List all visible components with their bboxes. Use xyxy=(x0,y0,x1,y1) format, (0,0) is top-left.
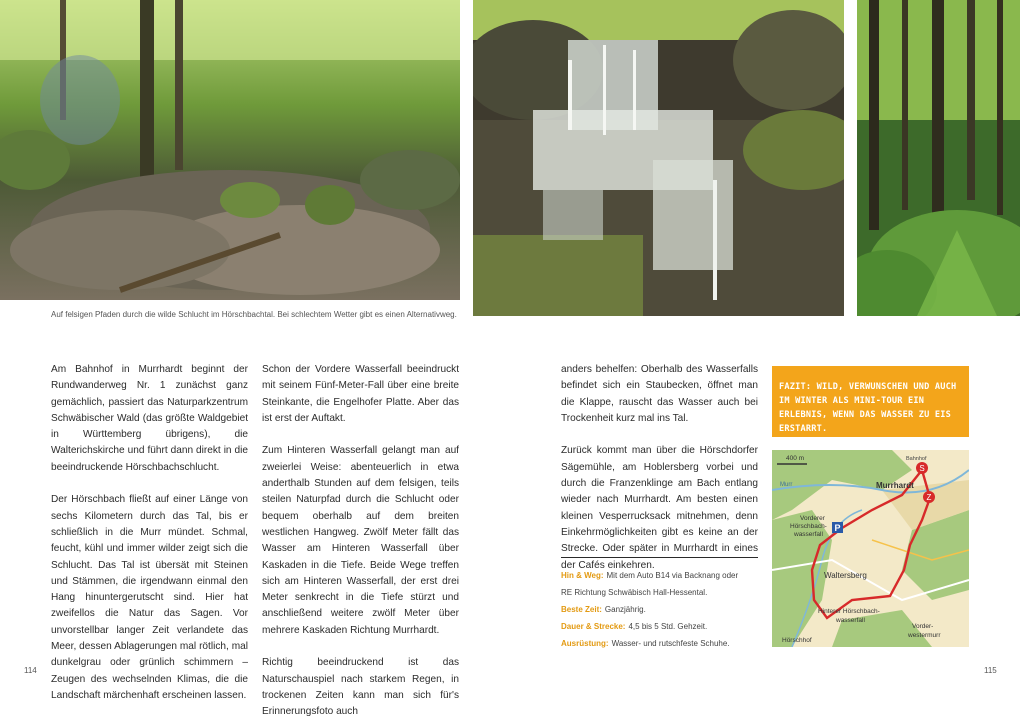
fact-label: Beste Zeit: xyxy=(561,605,602,614)
article-column-2 xyxy=(262,362,459,721)
paragraph: Am Bahnhof in Murrhardt beginnt der Rundwanderweg Nr. 1 zunächst ganz gemächlich, passiert das Naturparkzentrum Schwäbischer Wald (das größte Waldgebiet in Württemberg übrigens), die Walterichskirche und führt dann direkt in die beeindruckende Hörschbachschlucht. xyxy=(51,364,248,473)
label-waltersberg: Waltersberg xyxy=(824,571,867,580)
photo-caption: Auf felsigen Pfaden durch die wilde Schlucht im Hörschbachtal. Bei schlechtem Wetter gibt es einen Alternativweg. xyxy=(51,310,457,319)
fact-row xyxy=(561,618,771,635)
article-column-1 xyxy=(51,362,248,704)
fact-value: RE Richtung Schwäbisch Hall-Hessental. xyxy=(561,588,708,597)
facts-divider xyxy=(561,557,758,558)
fact-value: Mit dem Auto B14 via Backnang oder xyxy=(606,571,739,580)
label-vorderer-1: Vorderer xyxy=(800,515,825,522)
label-vorderwestermurr-1: Vorder- xyxy=(912,623,934,630)
fact-value: 4,5 bis 5 Std. Gehzeit. xyxy=(628,622,708,631)
label-vorderwestermurr-2: westermurr xyxy=(908,632,941,639)
paragraph: Der Hörschbach fließt auf einer Länge von sechs Kilometern durch das Tal, bis er schließlich in die Murr mündet. Schmal, feucht, kühl und immer wilder zeigt sich die Schlucht. Das Tal ist übersät mit Steinen und Stämmen, die irgendwann einmal den Hang hinuntergerutscht sind. Hier hat zweifellos die Natur das Sagen. Vor unvorstellbar langer Zeit verlandete das Meer, dessen Ablagerungen mal rötlich, mal dunkelgrau oder grünlich schimmern – Zeugen des wechselnden Klimas, die die Landschaft märchenhaft erscheinen lassen. xyxy=(51,494,248,701)
page-number-left: 114 xyxy=(24,666,37,675)
photo-gorge-path xyxy=(0,0,460,300)
label-vorderer-3: wasserfall xyxy=(794,531,823,538)
paragraph: Zum Hinteren Wasserfall gelangt man auf zweierlei Weise: abenteuerlich in etwa anderthalb Stunden auf dem felsigen, teils steilen Naturpfad durch die Schlucht oder bequem oberhalb auf dem breiten westlichen Hangweg. Zwölf Meter fällt das Wasser am Hinteren Wasserfall über Kaskaden in die Tiefe. Beide Wege treffen sich am Hinteren Wasserfall, der erst drei Meter senkrecht in die Tiefe stürzt und anschließend weitere zwölf Meter über mehrere Kaskaden Richtung Murrhardt. xyxy=(262,445,459,636)
fact-row xyxy=(561,635,771,652)
article-column-3 xyxy=(561,362,758,574)
info-box xyxy=(561,567,771,652)
fact-value: Wasser- und rutschfeste Schuhe. xyxy=(611,639,730,648)
label-murrhardt: Murrhardt xyxy=(876,481,914,490)
fact-label: Ausrüstung: xyxy=(561,639,609,648)
parking-label: P xyxy=(834,523,841,533)
photo-forest-ferns xyxy=(857,0,1020,316)
label-hinterer-2: wasserfall xyxy=(836,617,865,624)
label-hoerschhof: Hörschhof xyxy=(782,637,812,644)
label-vorderer-2: Hörschbach- xyxy=(790,523,827,530)
paragraph: Richtig beeindruckend ist das Naturschauspiel nach starkem Regen, in trockenen Zeiten kann man sich für's Erinnerungsfoto auch xyxy=(262,657,459,718)
fact-value: Ganzjährig. xyxy=(604,605,646,614)
paragraph: Schon der Vordere Wasserfall beeindruckt mit seinem Fünf-Meter-Fall über eine breite Steinkante, die Engelhofer Platte. Aber das ist erst der Auftakt. xyxy=(262,364,459,424)
scale-label: 400 m xyxy=(786,455,805,462)
finish-marker-label: Z xyxy=(926,493,932,502)
fact-row xyxy=(561,584,771,601)
photo-waterfall xyxy=(473,0,844,316)
fact-label: Hin & Weg: xyxy=(561,571,604,580)
paragraph: anders behelfen: Oberhalb des Wasserfalls befindet sich ein Staubecken, öffnet man die Klappe, rauscht das Wasser auch bei Trockenheit kurz mal ins Tal. xyxy=(561,364,758,424)
fact-row xyxy=(561,601,771,618)
fact-label: Dauer & Strecke: xyxy=(561,622,626,631)
fact-row xyxy=(561,567,771,584)
label-bahnhof: Bahnhof xyxy=(906,456,927,462)
start-marker-label: S xyxy=(919,464,925,473)
page-number-right: 115 xyxy=(984,666,997,675)
fazit-box: FAZIT: WILD, VERWUNSCHEN UND AUCH IM WINTER ALS MINI-TOUR EIN ERLEBNIS, WENN DAS WASSER ZU EIS ERSTARRT. xyxy=(772,366,969,437)
label-hinterer-1: Hinterer Hörschbach- xyxy=(818,608,880,615)
route-map xyxy=(772,450,969,647)
label-murr: Murr xyxy=(780,482,793,488)
paragraph: Zurück kommt man über die Hörschdorfer Sägemühle, am Hoblersberg vorbei und durch die Franzenklinge am Bach entlang wieder nach Murrhardt. Am besten einen kleinen Vesperrucksack mitnehmen, denn Einkehrmöglichkeiten gibt es keine an der Strecke. Oder später in Murrhardt in eines der Cafés einkehren. xyxy=(561,445,758,571)
